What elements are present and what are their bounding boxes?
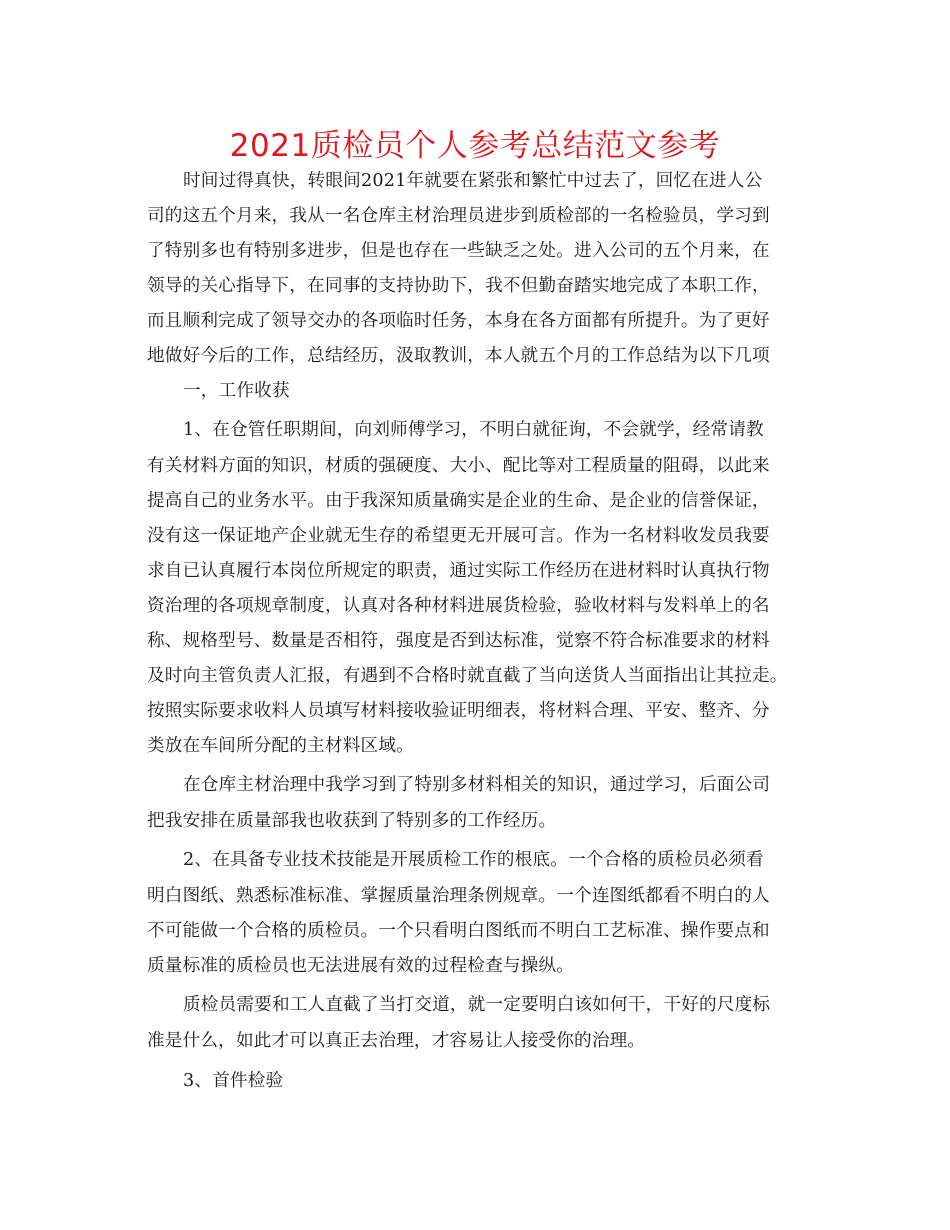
paragraph-line: 2、在具备专业技术技能是开展质检工作的根底。一个合格的质检员必须看 [183, 850, 764, 870]
paragraph-line: 时间过得真快，转眼间2021年就要在紧张和繁忙中过去了，回忆在进人公 [183, 171, 763, 191]
paragraph-line: 有关材料方面的知识，材质的强硬度、大小、配比等对工程质量的阻碍，以此来 [147, 456, 770, 476]
paragraph-line: 了特别多也有特别多进步，但是也存在一些缺乏之处。进入公司的五个月来，在 [147, 241, 770, 261]
paragraph-line: 及时向主管负责人汇报，有遇到不合格时就直截了当向送货人当面指出让其拉走。 [147, 666, 788, 686]
paragraph-line: 求自已认真履行本岗位所规定的职责，通过实际工作经历在进材料时认真执行物 [147, 561, 770, 581]
paragraph-line: 不可能做一个合格的质检员。一个只看明白图纸而不明白工艺标准、操作要点和 [147, 921, 770, 941]
paragraph-line: 地做好今后的工作，总结经历，汲取教训，本人就五个月的工作总结为以下几项 [147, 346, 770, 366]
paragraph-line: 把我安排在质量部我也收获到了特别多的工作经历。 [147, 811, 557, 831]
paragraph-line: 司的这五个月来，我从一名仓库主材治理员进步到质检部的一名检验员，学习到 [147, 206, 770, 226]
paragraph-line: 领导的关心指导下，在同事的支持协助下，我不但勤奋踏实地完成了本职工作， [147, 276, 770, 296]
paragraph-line: 1、在仓管任职期间，向刘师傅学习，不明白就征询，不会就学，经常请教 [183, 420, 764, 440]
paragraph-line: 在仓库主材治理中我学习到了特别多材料相关的知识，通过学习，后面公司 [183, 775, 771, 795]
paragraph-line: 称、规格型号、数量是否相符，强度是否到达标准，觉察不符合标准要求的材料 [147, 631, 770, 651]
paragraph-line: 而且顺利完成了领导交办的各项临时任务，本身在各方面都有所提升。为了更好 [147, 311, 770, 331]
section-heading: 3、首件检验 [183, 1071, 284, 1091]
paragraph-line: 质检员需要和工人直截了当打交道，就一定要明白该如何干，干好的尺度标 [183, 995, 771, 1015]
paragraph-line: 没有这一保证地产企业就无生存的希望更无开展可言。作为一名材料收发员我要 [147, 526, 770, 546]
paragraph-line: 明白图纸、熟悉标准标准、掌握质量治理条例规章。一个连图纸都看不明白的人 [147, 886, 770, 906]
paragraph-line: 资治理的各项规章制度，认真对各种材料进展货检验，验收材料与发料单上的名 [147, 596, 770, 616]
paragraph-line: 类放在车间所分配的主材料区域。 [147, 736, 414, 756]
paragraph-line: 提高自己的业务水平。由于我深知质量确实是企业的生命、是企业的信誉保证， [147, 491, 770, 511]
paragraph-line: 质量标准的质检员也无法进展有效的过程检查与操纵。 [147, 956, 575, 976]
paragraph-line: 准是什么，如此才可以真正去治理，才容易让人接受你的治理。 [147, 1031, 646, 1051]
paragraph-line: 按照实际要求收料人员填写材料接收验证明细表，将材料合理、平安、整齐、分 [147, 701, 770, 721]
section-heading: 一，工作收获 [183, 381, 290, 401]
document-title: 2021质检员个人参考总结范文参考 [229, 128, 721, 164]
